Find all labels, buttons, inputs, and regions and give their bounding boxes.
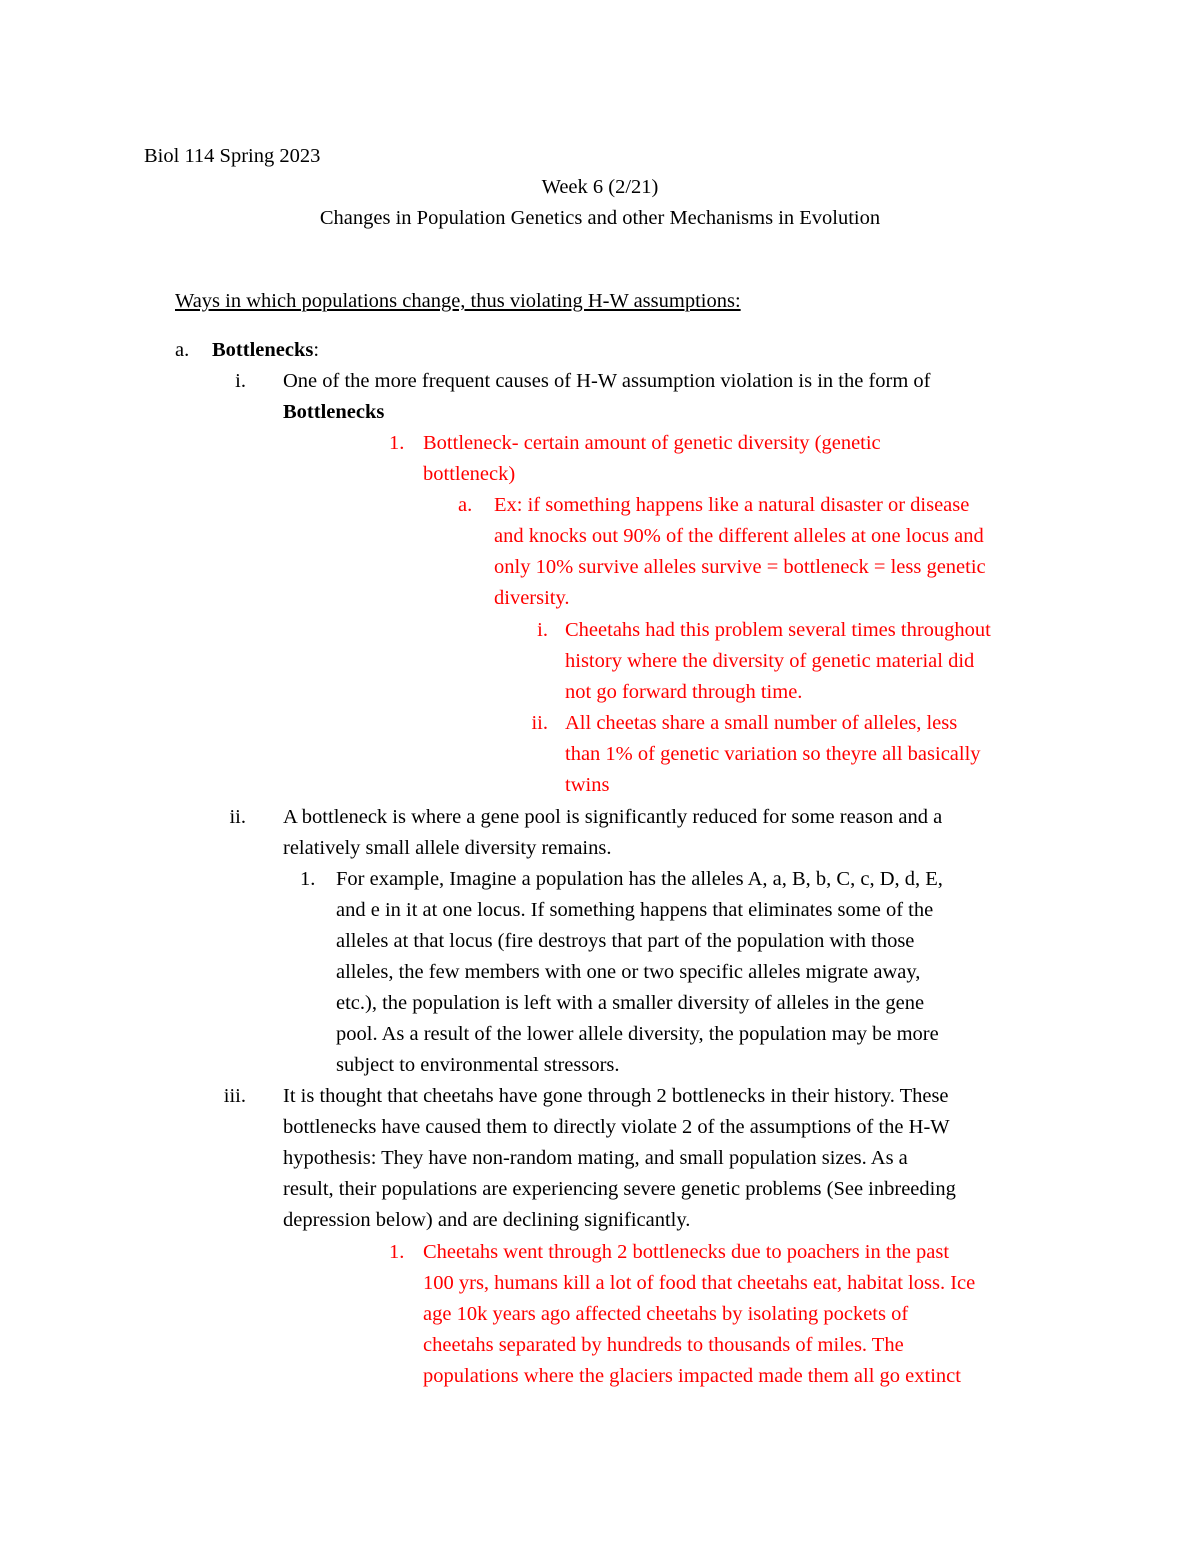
- note-ii-marker: ii.: [531, 712, 548, 734]
- item-i-line-1: One of the more frequent causes of H-W assumption violation is in the form of: [283, 370, 931, 392]
- note-1-line: bottleneck): [423, 463, 516, 485]
- item-a-label: Bottlenecks: [212, 339, 314, 361]
- item-a-colon: :: [313, 339, 320, 361]
- note-1-marker: 1.: [389, 432, 405, 454]
- example-marker: 1.: [300, 868, 316, 890]
- item-iii-line: hypothesis: They have non-random mating, and small population sizes. As a: [283, 1147, 908, 1169]
- note-i-line: history where the diversity of genetic material did: [565, 650, 975, 672]
- note-a-line: only 10% survive alleles survive = bottleneck = less genetic: [494, 556, 986, 578]
- note-1-line: Bottleneck- certain amount of genetic diversity (genetic: [423, 432, 881, 454]
- example-line: alleles, the few members with one or two specific alleles migrate away,: [336, 961, 921, 983]
- course-label: Biol 114 Spring 2023: [144, 145, 321, 167]
- example-line: For example, Imagine a population has the alleles A, a, B, b, C, c, D, d, E,: [336, 868, 943, 890]
- item-ii-line: relatively small allele diversity remains.: [283, 837, 612, 859]
- list-marker-iii: iii.: [223, 1085, 246, 1107]
- item-iii-line: It is thought that cheetahs have gone through 2 bottlenecks in their history. These: [283, 1085, 949, 1107]
- example-line: and e in it at one locus. If something happens that eliminates some of the: [336, 899, 934, 921]
- note-i-marker: i.: [537, 619, 548, 641]
- note-iii-line: age 10k years ago affected cheetahs by isolating pockets of: [423, 1303, 909, 1325]
- note-i-line: Cheetahs had this problem several times throughout: [565, 619, 991, 641]
- note-a-marker: a.: [458, 494, 473, 516]
- item-i-bold: Bottlenecks: [283, 401, 385, 423]
- list-marker-a: a.: [175, 339, 190, 361]
- list-marker-i: i.: [235, 370, 246, 392]
- item-ii-line: A bottleneck is where a gene pool is significantly reduced for some reason and a: [283, 806, 943, 828]
- week-label: Week 6 (2/21): [541, 176, 659, 198]
- item-a-heading: [212, 335, 319, 366]
- item-i-line-2: [283, 397, 384, 428]
- list-marker-ii: ii.: [229, 806, 246, 828]
- note-iii-line: populations where the glaciers impacted made them all go extinct: [423, 1365, 961, 1387]
- note-ii-line: All cheetas share a small number of alleles, less: [565, 712, 958, 734]
- section-heading: Ways in which populations change, thus violating H-W assumptions:: [175, 290, 741, 312]
- note-iii-line: cheetahs separated by hundreds to thousands of miles. The: [423, 1334, 904, 1356]
- note-ii-line: than 1% of genetic variation so theyre all basically: [565, 743, 981, 765]
- note-iii-line: Cheetahs went through 2 bottlenecks due to poachers in the past: [423, 1241, 950, 1263]
- note-iii-line: 100 yrs, humans kill a lot of food that cheetahs eat, habitat loss. Ice: [423, 1272, 976, 1294]
- note-i-line: not go forward through time.: [565, 681, 803, 703]
- note-a-line: Ex: if something happens like a natural disaster or disease: [494, 494, 970, 516]
- example-line: alleles at that locus (fire destroys that part of the population with those: [336, 930, 915, 952]
- note-a-line: and knocks out 90% of the different alleles at one locus and: [494, 525, 984, 547]
- item-iii-line: depression below) and are declining significantly.: [283, 1209, 691, 1231]
- item-iii-line: bottlenecks have caused them to directly violate 2 of the assumptions of the H-W: [283, 1116, 950, 1138]
- note-a-line: diversity.: [494, 587, 570, 609]
- example-line: pool. As a result of the lower allele diversity, the population may be more: [336, 1023, 939, 1045]
- example-line: etc.), the population is left with a smaller diversity of alleles in the gene: [336, 992, 925, 1014]
- page-title: Changes in Population Genetics and other Mechanisms in Evolution: [319, 207, 881, 229]
- note-iii-marker: 1.: [389, 1241, 405, 1263]
- example-line: subject to environmental stressors.: [336, 1054, 620, 1076]
- item-iii-line: result, their populations are experiencing severe genetic problems (See inbreeding: [283, 1178, 956, 1200]
- note-ii-line: twins: [565, 774, 610, 796]
